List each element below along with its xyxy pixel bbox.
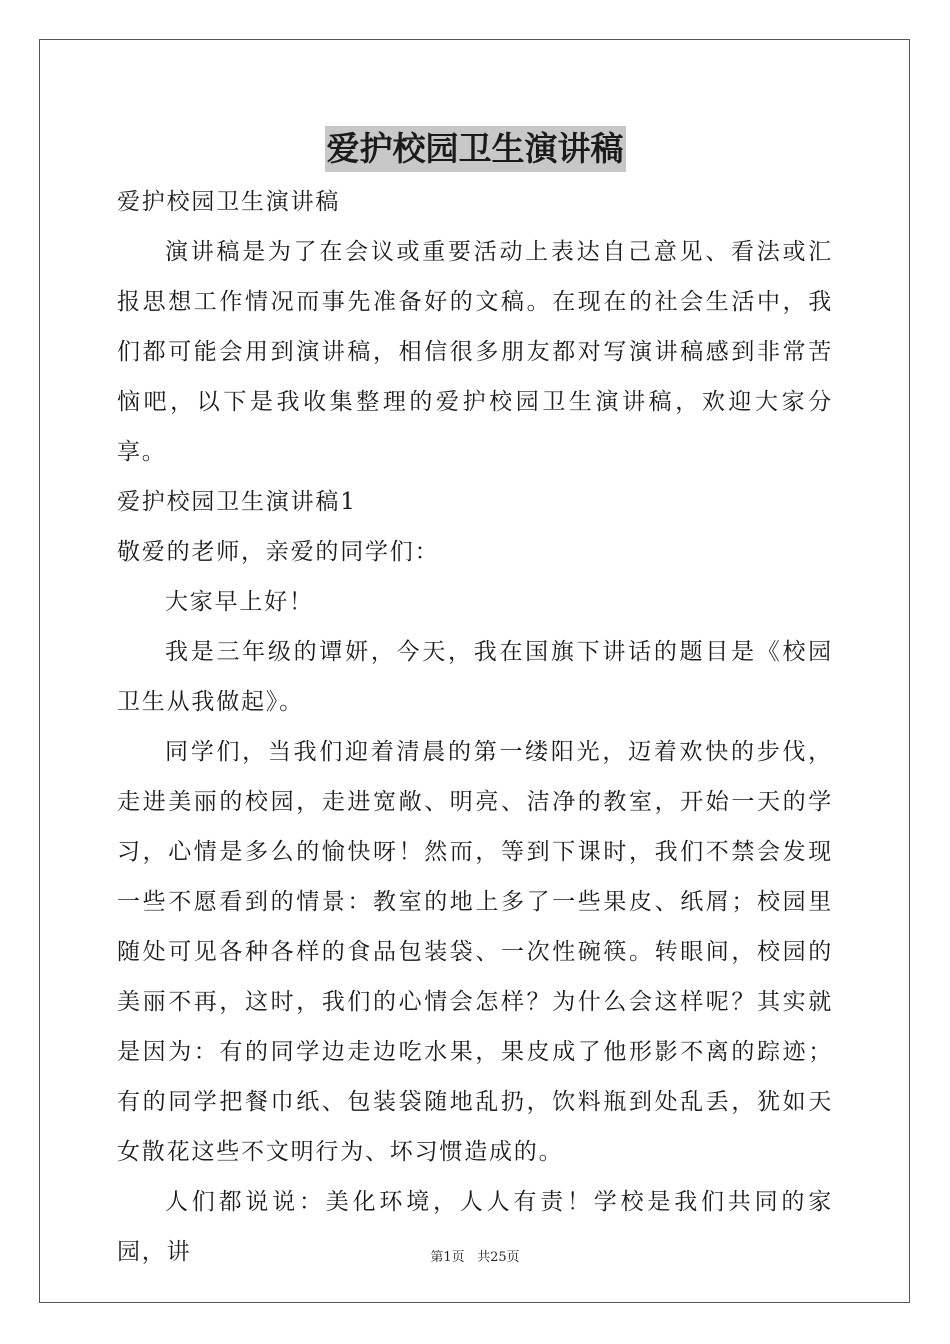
paragraph: 爱护校园卫生演讲稿 [117, 189, 341, 215]
paragraph: 同学们，当我们迎着清晨的第一缕阳光，迈着欢快的步伐，走进美丽的校园，走进宽敞、明亮、洁净的教室，开始一天的学习，心情是多么的愉快呀！然而，等到下课时，我们不禁会发现一些不愿看到的情景：教室的地上多了一些果皮、纸屑；校园里随处可见各种各样的食品包装袋、一次性碗筷。转眼间，校园的美丽不再，这时，我们的心情会怎样？为什么会这样呢？其实就是因为：有的同学边走边吃水果，果皮成了他形影不离的踪迹；有的同学把餐巾纸、包装袋随地乱扔，饮料瓶到处乱丢，犹如天女散花这些不文明行为、坏习惯造成的。 [117, 739, 833, 1165]
title-wrap [0, 126, 950, 172]
paragraph: 敬爱的老师，亲爱的同学们： [117, 539, 440, 565]
page-number: 第1页 [430, 1250, 465, 1265]
paragraph: 我是三年级的谭妍，今天，我在国旗下讲话的题目是《校园卫生从我做起》。 [117, 639, 833, 715]
paragraph: 爱护校园卫生演讲稿1 [117, 489, 357, 515]
paragraph: 人们都说说：美化环境，人人有责！学校是我们共同的家园，讲 [117, 1189, 833, 1265]
page-footer [0, 1246, 950, 1265]
page-total: 共25页 [477, 1250, 520, 1265]
paragraph: 大家早上好！ [165, 589, 314, 615]
paragraph: 演讲稿是为了在会议或重要活动上表达自己意见、看法或汇报思想工作情况而事先准备好的文稿。在现在的社会生活中，我们都可能会用到演讲稿，相信很多朋友都对写演讲稿感到非常苦恼吧，以下是我收集整理的爱护校园卫生演讲稿，欢迎大家分享。 [117, 239, 833, 465]
document-body [117, 177, 833, 1277]
document-title: 爱护校园卫生演讲稿 [325, 126, 626, 172]
